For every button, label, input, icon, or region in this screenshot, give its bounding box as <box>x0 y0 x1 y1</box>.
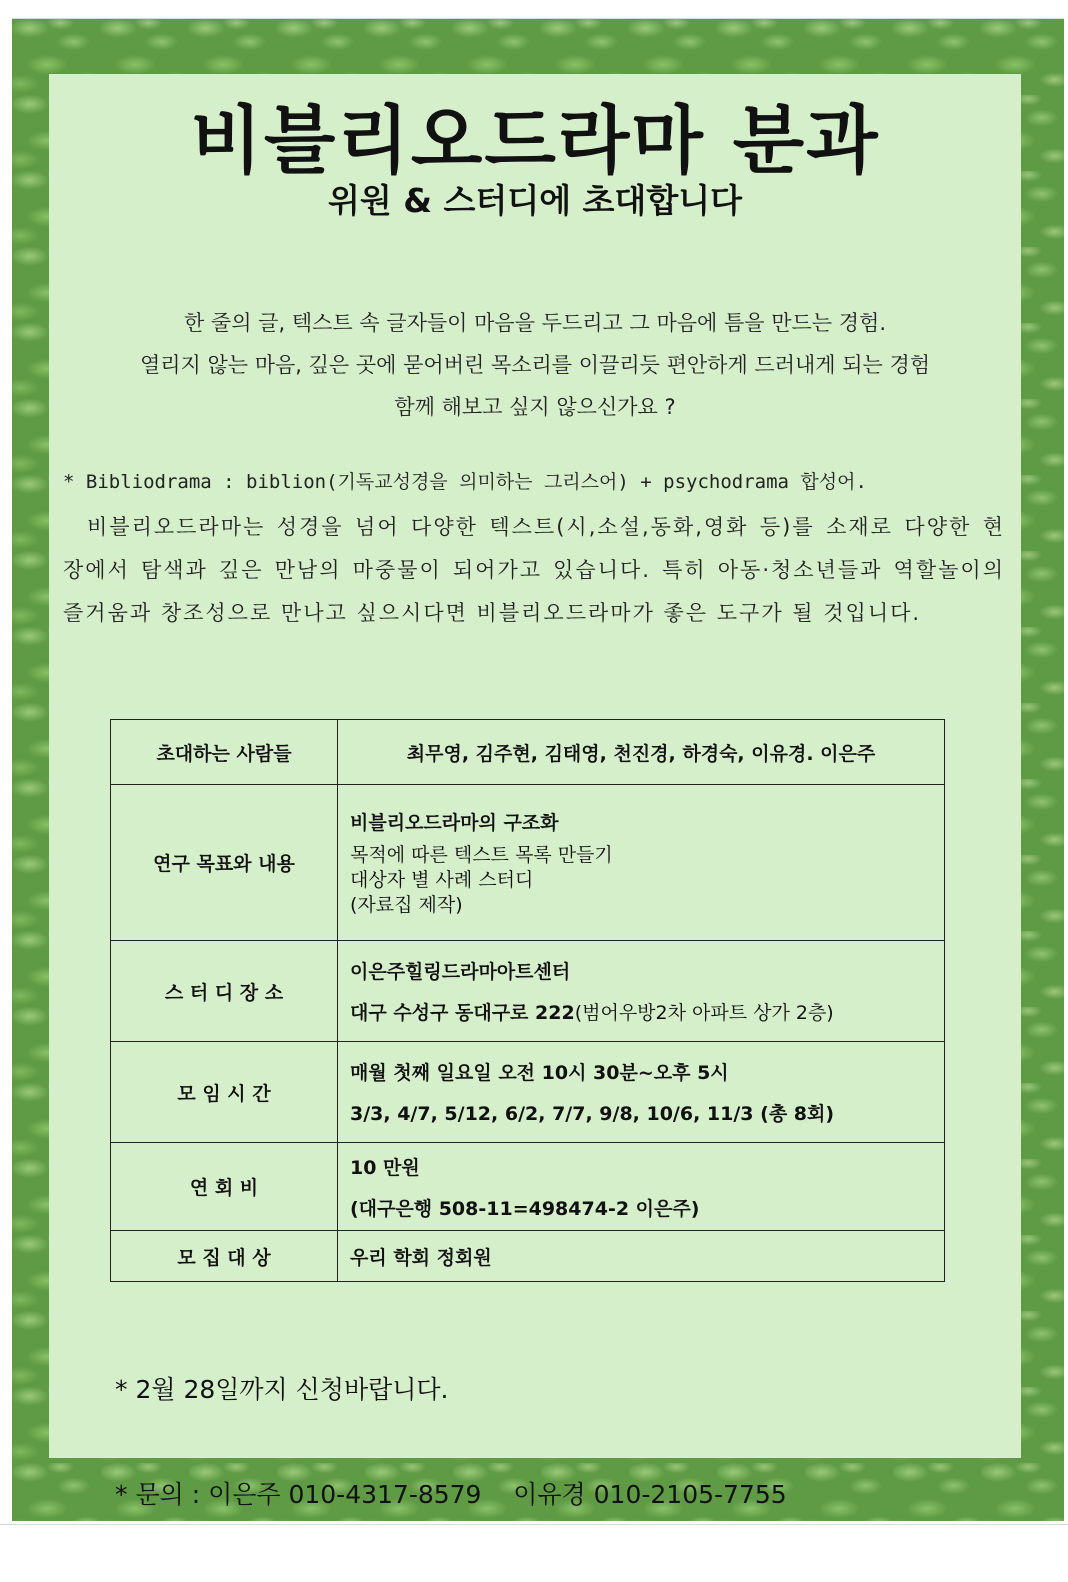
description-paragraph: 비블리오드라마는 성경을 넘어 다양한 텍스트(시,소설,동화,영화 등)를 소재로 다양한 현장에서 탐색과 깊은 만남의 마중물이 되어가고 있습니다. 특히 아동·청소년들과 역할놀이의 즐거움과 창조성으로 만나고 싶으시다면 비블리오드라마가 좋은 도구가 될 것입니다. <box>63 515 1005 625</box>
target-value: 우리 학회 정회원 <box>338 1231 945 1282</box>
info-table <box>110 719 945 1282</box>
target-label: 모 집 대 상 <box>111 1231 338 1282</box>
place-label: 스 터 디 장 소 <box>111 941 338 1042</box>
deadline-note: * 2월 28일까지 신청바랍니다. <box>115 1375 449 1404</box>
place-cell <box>338 941 945 1042</box>
time-schedule: 매월 첫째 일요일 오전 10시 30분~오후 5시 <box>350 1062 729 1084</box>
goal-list <box>350 843 932 918</box>
table-row <box>111 720 945 785</box>
intro-line: 열리지 않는 마음, 깊은 곳에 묻어버린 목소리를 이끌리듯 편안하게 드러내게 되는 경험 <box>139 353 931 377</box>
fee-label: 연 회 비 <box>111 1143 338 1231</box>
table-row <box>111 1042 945 1143</box>
goal-heading: 비블리오드라마의 구조화 <box>350 811 559 834</box>
place-address: 대구 수성구 동대구로 222(범어우방2차 아파트 상가 2층) <box>350 1002 834 1024</box>
contact-note: * 문의 : 이은주 010-4317-8579 이유경 010-2105-7755 <box>115 1480 787 1509</box>
table-row <box>111 1231 945 1282</box>
goal-label: 연구 목표와 내용 <box>111 785 338 941</box>
table-row <box>111 941 945 1042</box>
place-name: 이은주힐링드라마아트센터 <box>350 961 571 983</box>
footer-notes <box>115 1302 787 1582</box>
fee-cell <box>338 1143 945 1231</box>
list-item: 대상자 별 사례 스터디 <box>350 868 534 891</box>
table-row <box>111 785 945 941</box>
time-cell <box>338 1042 945 1143</box>
list-item: 목적에 따른 텍스트 목록 만들기 <box>350 843 613 866</box>
intro-text <box>49 302 1021 428</box>
invitation-card <box>49 74 1021 1509</box>
people-label: 초대하는 사람들 <box>111 720 338 785</box>
list-item: (자료집 제작) <box>350 893 463 916</box>
time-dates: 3/3, 4/7, 5/12, 6/2, 7/7, 9/8, 10/6, 11/3 (총 8회) <box>350 1103 835 1125</box>
people-value: 최무영, 김주현, 김태영, 천진경, 하경숙, 이유경. 이은주 <box>338 720 945 785</box>
intro-line: 함께 해보고 싶지 않으신가요 ? <box>394 395 676 419</box>
fee-amount: 10 만원 <box>350 1156 420 1179</box>
page-subtitle: 위원 & 스터디에 초대합니다 <box>328 181 742 220</box>
divider <box>0 1524 1068 1525</box>
fee-account: (대구은행 508-11=498474-2 이은주) <box>350 1197 700 1220</box>
intro-line: 한 줄의 글, 텍스트 속 글자들이 마음을 두드리고 그 마음에 틈을 만드는 경험. <box>183 311 887 335</box>
table-row <box>111 1143 945 1231</box>
definition-note: * Bibliodrama : biblion(기독교성경을 의미하는 그리스어) + psychodrama 합성어. <box>63 471 867 493</box>
page-title: 비블리오드라마 분과 <box>190 98 880 184</box>
goal-cell <box>338 785 945 941</box>
time-label: 모 임 시 간 <box>111 1042 338 1143</box>
